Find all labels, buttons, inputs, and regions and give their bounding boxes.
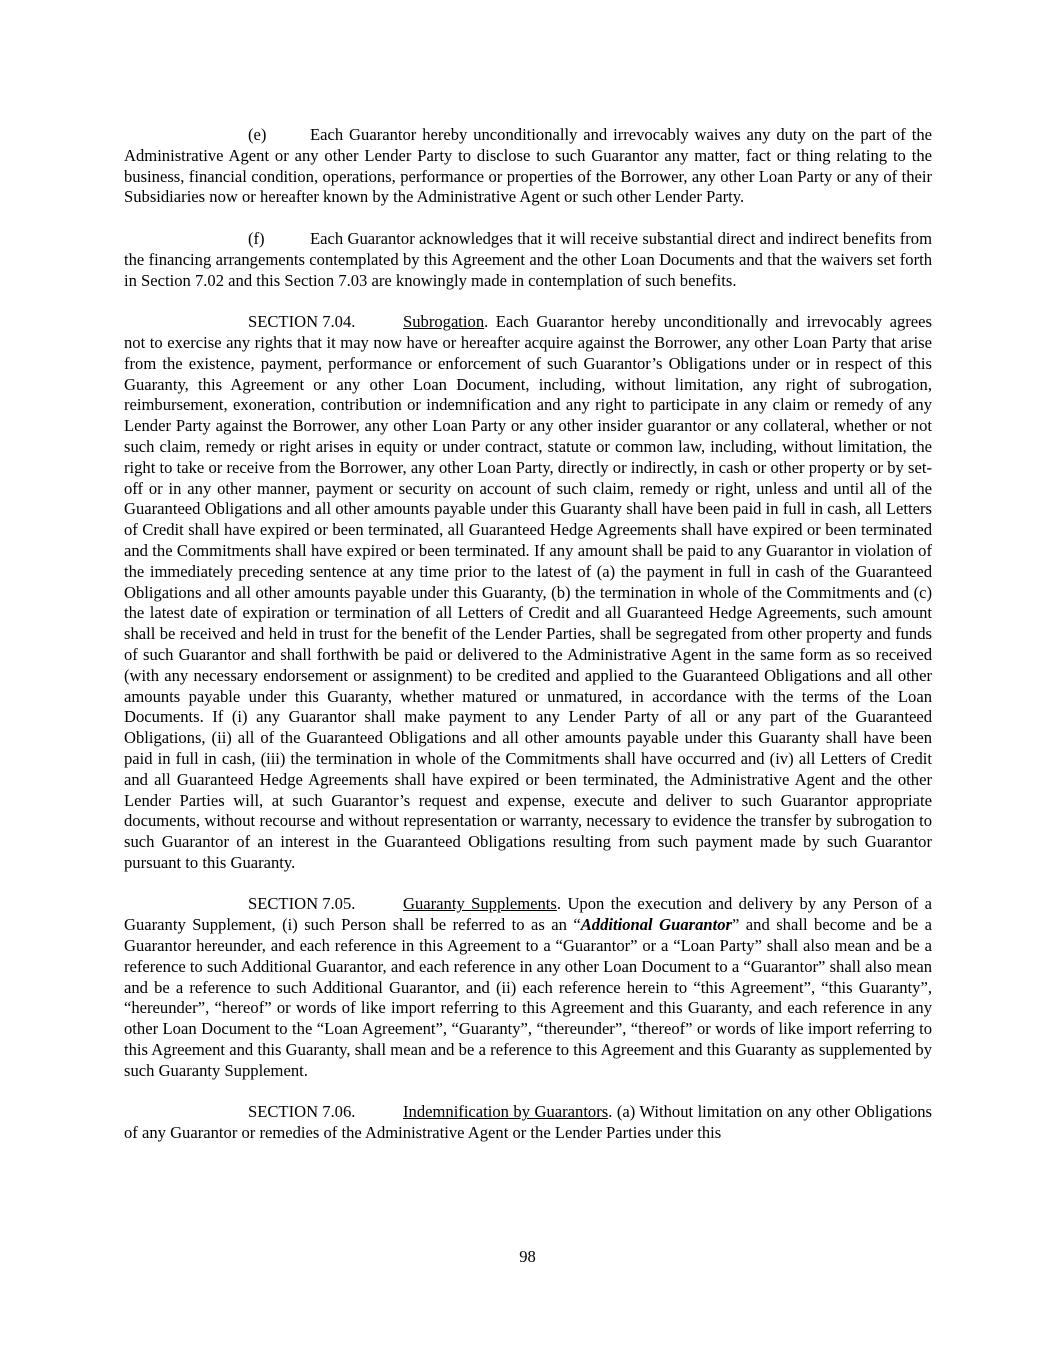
section-7-06-number: SECTION 7.06. (248, 1102, 356, 1122)
paragraph-e (124, 125, 932, 208)
section-7-06-heading: Indemnification by Guarantors (403, 1102, 609, 1122)
section-7-05-text-before: . Upon the execution and delivery by any Person of a Guaranty Supplement, (i) such Person shall be referred to as an “ (124, 894, 932, 935)
section-7-05 (124, 894, 932, 1081)
section-7-04-text: . Each Guarantor hereby unconditionally and irrevocably agrees not to exercise any rights that it may now have or hereafter acquire against the Borrower, any other Loan Party that arise from the existence, payment, performance or enforcement of such Guarantor’s Obligations under or in respect of this Guaranty, this Agreement or any other Loan Document, including, without limitation, any right of subrogation, reimbursement, exoneration, contribution or indemnification and any right to participate in any claim or remedy of any Lender Party against the Borrower, any other Loan Party or any other insider guarantor or any collateral, whether or not such claim, remedy or right arises in equity or under contract, statute or common law, including, without limitation, the right to take or receive from the Borrower, any other Loan Party, directly or indirectly, in cash or other property or by set-off or in any other manner, payment or security on account of such claim, remedy or right, unless and until all of the Guaranteed Obligations and all other amounts payable under this Guaranty shall have been paid in full in cash, all Letters of Credit shall have expired or been terminated, all Guaranteed Hedge Agreements shall have expired or been terminated and the Commitments shall have expired or been terminated. If any amount shall be paid to any Guarantor in violation of the immediately preceding sentence at any time prior to the latest of (a) the payment in full in cash of the Guaranteed Obligations and all other amounts payable under this Guaranty, (b) the termination in whole of the Commitments and (c) the latest date of expiration or termination of all Letters of Credit and all Guaranteed Hedge Agreements, such amount shall be received and held in trust for the benefit of the Lender Parties, shall be segregated from other property and funds of such Guarantor and shall forthwith be paid or delivered to the Administrative Agent in the same form as so received (with any necessary endorsement or assignment) to be credited and applied to the Guaranteed Obligations and all other amounts payable under this Guaranty, whether matured or unmatured, in accordance with the terms of the Loan Documents. If (i) any Guarantor shall make payment to any Lender Party of all or any part of the Guaranteed Obligations, (ii) all of the Guaranteed Obligations and all other amounts payable under this Guaranty shall have been paid in full in cash, (iii) the termination in whole of the Commitments shall have occurred and (iv) all Letters of Credit and all Guaranteed Hedge Agreements shall have expired or been terminated, the Administrative Agent and the other Lender Parties will, at such Guarantor’s request and expense, execute and deliver to such Guarantor appropriate documents, without recourse and without representation or warranty, necessary to evidence the transfer by subrogation to such Guarantor of an interest in the Guaranteed Obligations resulting from such payment made by such Guarantor pursuant to this Guaranty. (124, 312, 932, 872)
section-7-04-number: SECTION 7.04. (248, 312, 356, 332)
section-7-05-heading: Guaranty Supplements (403, 894, 557, 914)
section-7-06 (124, 1102, 932, 1144)
paragraph-e-text: Each Guarantor hereby unconditionally and irrevocably waives any duty on the part of the Administrative Agent or any other Lender Party to disclose to such Guarantor any matter, fact or thing relating to the business, financial condition, operations, performance or properties of the Borrower, any other Loan Party or any of their Subsidiaries now or hereafter known by the Administrative Agent or such other Lender Party. (124, 125, 932, 207)
section-7-05-number: SECTION 7.05. (248, 894, 356, 914)
document-page (124, 125, 932, 1144)
section-7-04-heading: Subrogation (403, 312, 485, 332)
defined-term-additional-guarantor: Additional Guarantor (580, 915, 732, 935)
paragraph-f-text: Each Guarantor acknowledges that it will receive substantial direct and indirect benefits from the financing arrangements contemplated by this Agreement and the other Loan Documents and that the waivers set forth in Section 7.02 and this Section 7.03 are knowingly made in contemplation of such benefits. (124, 228, 932, 290)
paragraph-f (124, 229, 932, 291)
section-7-05-text-after: ” and shall become and be a Guarantor hereunder, and each reference in this Agreement to a “Guarantor” or a “Loan Party” shall also mean and be a reference to such Additional Guarantor, and each reference in any other Loan Document to a “Guarantor” shall also mean and be a reference to such Additional Guarantor, and (ii) each reference herein to “this Agreement”, “this Guaranty”, “hereunder”, “hereof” or words of like import referring to this Agreement and this Guaranty, and each reference in any other Loan Document to the “Loan Agreement”, “Guaranty”, “thereunder”, “thereof” or words of like import referring to this Agreement and this Guaranty, shall mean and be a reference to this Agreement and this Guaranty as supplemented by such Guaranty Supplement. (124, 915, 932, 1080)
paragraph-e-label: (e) (248, 125, 267, 144)
section-7-04 (124, 312, 932, 874)
page-number: 98 (519, 1247, 536, 1266)
paragraph-f-label: (f) (248, 228, 265, 248)
section-7-06-text: . (a) Without limitation on any other Obligations of any Guarantor or remedies of the Administrative Agent or the Lender Parties under this (124, 1102, 932, 1143)
